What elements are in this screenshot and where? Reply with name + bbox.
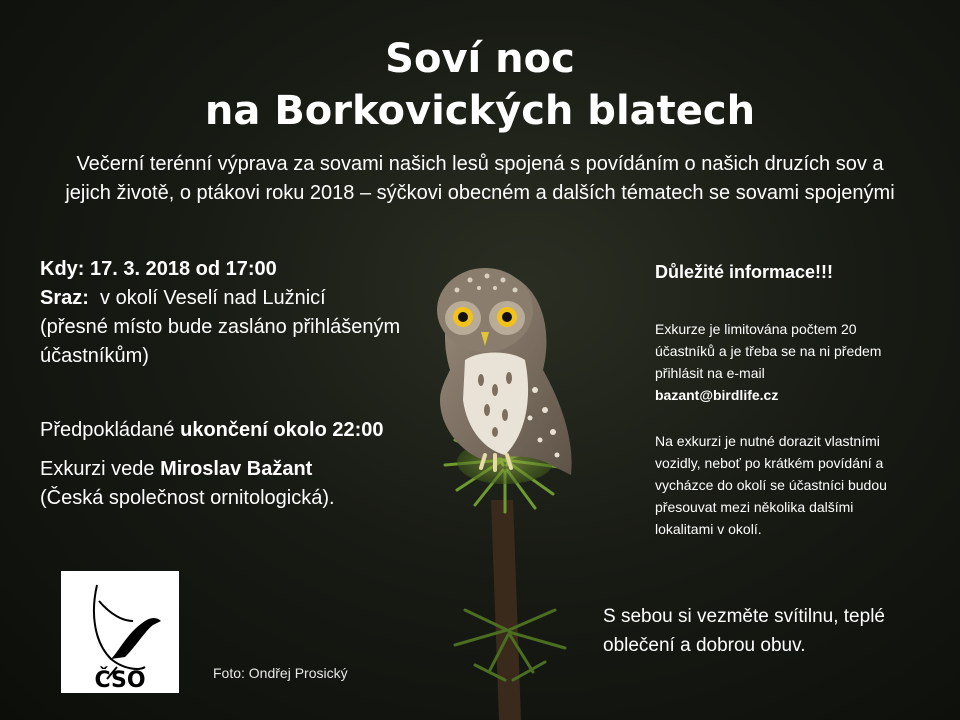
important-paragraph-2: Na exkurzi je nutné dorazit vlastními vozidly, neboť po krátkém povídání a vycházce do okolí se účastníci budou přesouvat mezi několika dalšími lokalitami v okolí. <box>655 433 887 537</box>
owl-photo <box>395 250 635 720</box>
bird-logo-icon <box>61 571 179 693</box>
guide-block <box>40 455 420 513</box>
end-prefix: Předpokládané <box>40 419 181 441</box>
meet-value: v okolí Veselí nad Lužnicí <box>88 287 326 309</box>
important-paragraph-1 <box>655 318 915 406</box>
meet-note: (přesné místo bude zasláno přihlášeným účastníkům) <box>40 316 401 367</box>
guide-line <box>40 455 420 484</box>
important-title: Důležité informace!!! <box>655 262 834 282</box>
title-line-1: Soví noc <box>385 36 575 82</box>
guide-org: (Česká společnost ornitologická). <box>40 487 335 509</box>
important-p1-text: Exkurze je limitována počtem 20 účastníků a je třeba se na ni předem přihlásit na e-mail <box>655 321 882 381</box>
photo-credit: Foto: Ondřej Prosický <box>213 665 348 681</box>
cso-logo <box>61 571 179 693</box>
meet-line <box>40 284 420 313</box>
meet-label: Sraz: <box>40 287 89 309</box>
contact-email[interactable]: bazant@birdlife.cz <box>655 387 779 403</box>
end-time: ukončení okolo 22:00 <box>180 419 384 441</box>
when-block <box>40 255 420 371</box>
end-line <box>40 416 420 445</box>
guide-name: Miroslav Bažant <box>160 458 313 480</box>
logo-text: ČSO <box>94 668 146 693</box>
bring-text: S sebou si vezměte svítilnu, teplé oblečení a dobrou obuv. <box>603 606 885 656</box>
when-label: Kdy: 17. 3. 2018 od 17:00 <box>40 258 277 280</box>
intro-text: Večerní terénní výprava za sovami našich lesů spojená s povídáním o našich druzích sov a jejich životě, o ptákovi roku 2018 – sýčkovi obecném a dalších tématech se sovami spojenými <box>65 153 895 204</box>
title-line-2: na Borkovických blatech <box>204 88 756 134</box>
guide-prefix: Exkurzi vede <box>40 458 161 480</box>
